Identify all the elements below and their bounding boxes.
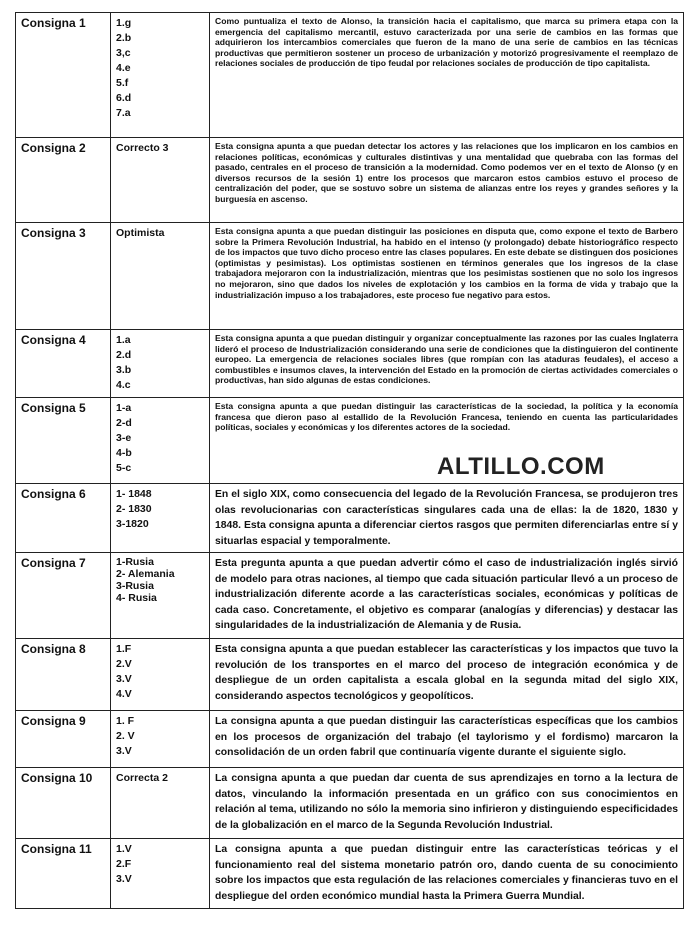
answer-item: 1.F bbox=[116, 643, 132, 655]
consigna-label: Consigna 8 bbox=[16, 639, 111, 711]
answers-cell bbox=[111, 330, 210, 398]
answers-cell bbox=[111, 639, 210, 711]
answer-item: 3.V bbox=[116, 673, 132, 685]
answer-item: 1.V bbox=[116, 843, 132, 855]
explanation-text: Como puntualiza el texto de Alonso, la transición hacia el capitalismo, que marca su primera etapa con la emergencia del capitalismo mercantil, estuvo caracterizada por una serie de cambios en las formas que adquirieron los intercambios comerciales que fueron de la mano de una serie de cambios en las técnicas productivas que permitieron sostener un proceso de urbanización y motorizó progresivamente el reemplazo de relaciones sociales de producción de tipo feudal por relaciones sociales de producción de tipo capitalista. bbox=[210, 13, 684, 138]
table-row bbox=[16, 839, 684, 909]
answer-item: Correcto 3 bbox=[116, 142, 169, 154]
table-row bbox=[16, 138, 684, 223]
answer-item: 2.F bbox=[116, 858, 132, 870]
answer-item: 1-a bbox=[116, 402, 132, 414]
table-row bbox=[16, 768, 684, 839]
explanation-text: Esta pregunta apunta a que puedan advertir cómo el caso de industrialización inglés sirvió de modelo para otras naciones, al tiempo que cada situación particular llevó a un proceso de industrialización diferente acorde a las características sociales, económicas y políticas de cada caso. Concretamente, el objetivo es comparar (analogías y diferencias) y destacar las singularidades de la industrialización de Alemania y de Rusia. bbox=[210, 553, 684, 639]
answer-item: 2.b bbox=[116, 32, 132, 44]
answer-item: 2. V bbox=[116, 730, 135, 742]
answers-cell bbox=[111, 484, 210, 553]
table-row bbox=[16, 330, 684, 398]
answers-cell bbox=[111, 768, 210, 839]
consigna-label: Consigna 11 bbox=[16, 839, 111, 909]
answer-item: 5-c bbox=[116, 462, 132, 474]
explanation-text: La consigna apunta a que puedan distinguir las características específicas que los cambios en los procesos de organización del trabajo (el taylorismo y el fordismo) marcaron la consolidación de un orden fabril que continuaría vigente durante el siguiente siglo. bbox=[210, 711, 684, 768]
table-row bbox=[16, 711, 684, 768]
answer-item: 1. F bbox=[116, 715, 135, 727]
answer-item: 4.e bbox=[116, 62, 131, 74]
answer-item: 3.V bbox=[116, 745, 132, 757]
answers-cell bbox=[111, 711, 210, 768]
answer-item: 3.V bbox=[116, 873, 132, 885]
table-row bbox=[16, 13, 684, 138]
answer-item: 4.V bbox=[116, 688, 132, 700]
consigna-label: Consigna 7 bbox=[16, 553, 111, 639]
explanation-text: Esta consigna apunta a que puedan distinguir las posiciones en disputa que, como expone el texto de Barbero sobre la Primera Revolución Industrial, ha habido en el intenso (y prolongado) debate historiográfico respecto de los impactos que tuvo dicho proceso entre las clases populares. En este debate se distinguen dos posiciones (optimistas y pesimistas). Los optimistas sostienen en términos generales que los ingresos de la clase trabajadora mejoraron con la industrialización, mientras que los pesimistas sostienen que no solo los ingresos no mejoraron, sino que dados los niveles de explotación y los cambios en la forma de vida y trabajo que la industrialización impuso a los trabajadores, este proceso fue negativo para estos. bbox=[210, 223, 684, 330]
answer-item: 7.a bbox=[116, 107, 131, 119]
answers-cell bbox=[111, 839, 210, 909]
answer-item: 3-1820 bbox=[116, 518, 149, 530]
answer-item: 3.b bbox=[116, 364, 132, 376]
answer-item: 2-d bbox=[116, 417, 132, 429]
answer-item: 3-e bbox=[116, 432, 132, 444]
explanation-text: Esta consigna apunta a que puedan establecer las características y los impactos que tuvo la revolución de los transportes en el marco del proceso de integración económica y de despliegue de un orden capitalista a escala global en la segunda mitad del siglo XIX, considerando aspectos tecnológicos y geopolíticos. bbox=[210, 639, 684, 711]
answer-item: 6.d bbox=[116, 92, 132, 104]
explanation-text: La consigna apunta a que puedan distinguir entre las características teóricas y el funcionamiento real del sistema monetario patrón oro, dando cuenta de su conocimiento sobre los impactos que esta regulación de las relaciones comerciales y financieras tuvo en el despliegue del orden económico mundial hasta la Primera Guerra Mundial. bbox=[210, 839, 684, 909]
answer-item: Optimista bbox=[116, 227, 165, 239]
answer-item: 4- Rusia bbox=[116, 592, 157, 604]
answer-item: 3-Rusia bbox=[116, 580, 154, 592]
answer-item: 1- 1848 bbox=[116, 488, 152, 500]
explanation-text: La consigna apunta a que puedan dar cuenta de sus aprendizajes en torno a la lectura de datos, vinculando la información presentada en un gráfico con sus conocimientos en relación al tema, utilizando no sólo la memoria sino infirieron y distinguiendo especificidades de la globalización en el marco de la Segunda Revolución Industrial. bbox=[210, 768, 684, 839]
answer-item: 1.g bbox=[116, 17, 132, 29]
explanation-text: Esta consigna apunta a que puedan detectar los actores y las relaciones que los implicaron en los cambios en relaciones políticas, económicas y culturales distintivas y una mentalidad que quebraba con las formas del pasado, centrales en el proceso de transición a la modernidad. Como podemos ver en el texto de Alonso (y en diversos recursos de la sesión 1) entre los procesos que marcaron estos cambios estuvo el proceso de centralización del poder, que se sostuvo sobre un sistema de alianzas entre los reyes y grandes señores y la burguesía en ascenso. bbox=[210, 138, 684, 223]
answer-item: 1.a bbox=[116, 334, 131, 346]
consigna-label: Consigna 4 bbox=[16, 330, 111, 398]
answer-item: 2- 1830 bbox=[116, 503, 152, 515]
explanation-text: Esta consigna apunta a que puedan distinguir y organizar conceptualmente las razones por las cuales Inglaterra lideró el proceso de Industrialización considerando una serie de condiciones que la distinguieron del continente europeo. La emergencia de relaciones sociales libres (que rompían con las ataduras feudales), el acceso a combustibles e insumos claves, la intervención del Estado en la promoción de ciertas actividades comerciales o productivas, han sido algunas de estas condiciones. bbox=[210, 330, 684, 398]
answer-item: 5.f bbox=[116, 77, 129, 89]
consigna-label: Consigna 2 bbox=[16, 138, 111, 223]
answers-cell bbox=[111, 398, 210, 484]
table-row bbox=[16, 553, 684, 639]
consigna-label: Consigna 5 bbox=[16, 398, 111, 484]
answer-item: 2- Alemania bbox=[116, 568, 175, 580]
answers-cell bbox=[111, 553, 210, 639]
consigna-label: Consigna 10 bbox=[16, 768, 111, 839]
explanation-text: En el siglo XIX, como consecuencia del legado de la Revolución Francesa, se produjeron tres olas revolucionarias con características singulares cada una de ellas: la de 1820, 1830 y 1848. Esta consigna apunta a diferenciar ciertos rasgos que permiten diferenciarlas entre sí y situarlas espacial y temporalmente. bbox=[210, 484, 684, 553]
consigna-label: Consigna 3 bbox=[16, 223, 111, 330]
consigna-label: Consigna 9 bbox=[16, 711, 111, 768]
answer-item: 4.c bbox=[116, 379, 131, 391]
table-row bbox=[16, 223, 684, 330]
answers-cell bbox=[111, 223, 210, 330]
explanation-text: Esta consigna apunta a que puedan distinguir las características de la sociedad, la política y la economía francesa que dieron paso al estallido de la Revolución Francesa, teniendo en cuenta las particularidades políticas, sociales y económicas y los diferentes actores de la sociedad. bbox=[210, 398, 684, 484]
table-row bbox=[16, 639, 684, 711]
answers-cell bbox=[111, 138, 210, 223]
answers-cell bbox=[111, 13, 210, 138]
answer-item: 4-b bbox=[116, 447, 132, 459]
consigna-label: Consigna 6 bbox=[16, 484, 111, 553]
answer-item: Correcta 2 bbox=[116, 772, 168, 784]
answer-item: 2.V bbox=[116, 658, 132, 670]
answer-item: 2.d bbox=[116, 349, 132, 361]
answer-item: 1-Rusia bbox=[116, 556, 154, 568]
watermark-text: ALTILLO.COM bbox=[437, 453, 605, 480]
table-row bbox=[16, 484, 684, 553]
consigna-label: Consigna 1 bbox=[16, 13, 111, 138]
answer-item: 3,c bbox=[116, 47, 131, 59]
